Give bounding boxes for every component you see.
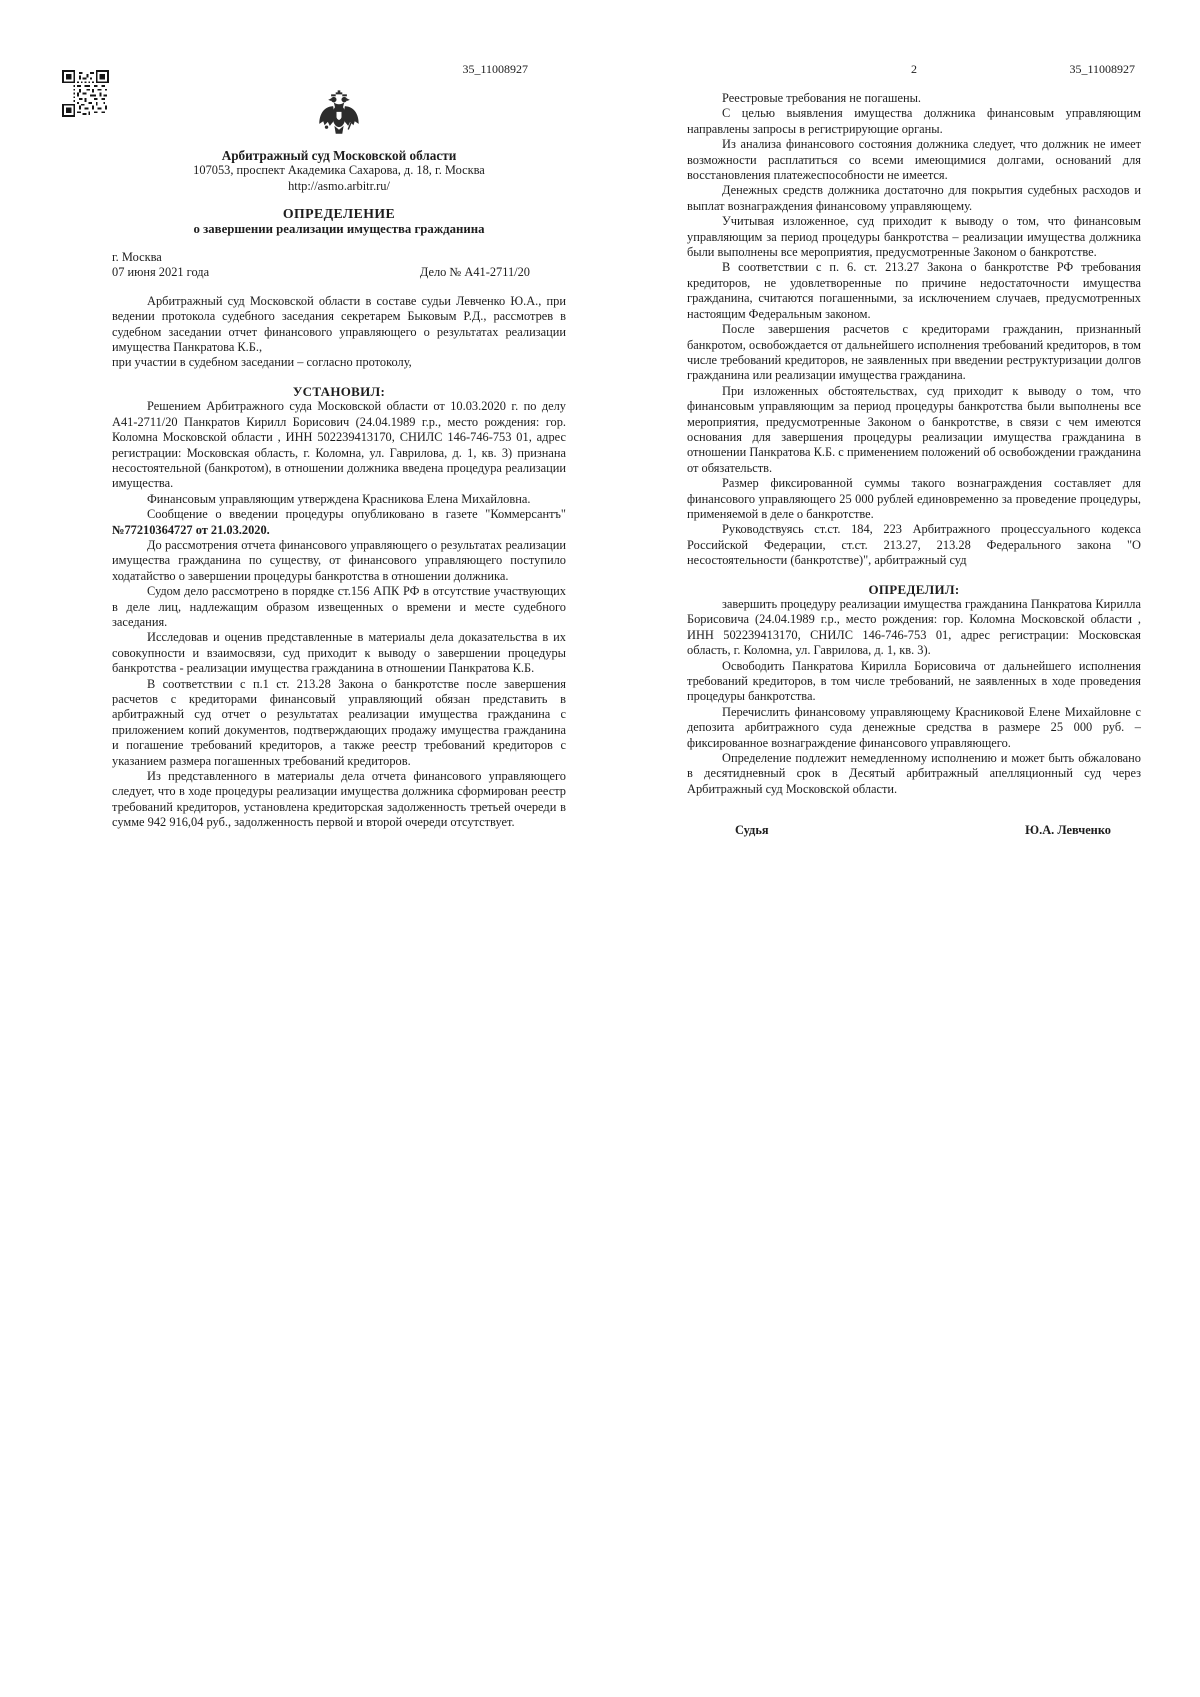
page-1 (112, 62, 566, 831)
russia-coat-of-arms-icon (112, 89, 566, 145)
operative-paragraph: Определение подлежит немедленному исполнению и может быть обжаловано в десятидневный срок в Десятый арбитражный апелляционный суд через Арбитражный суд Московской области. (687, 751, 1141, 796)
court-url: http://asmo.arbitr.ru/ (288, 178, 390, 193)
page1-header (112, 62, 566, 78)
body-paragraph: Исследовав и оценив представленные в материалы дела доказательства в их совокупности и взаимосвязи, суд приходит к выводу о завершении процедуры банкротства - реализации имущества гражданина в отношении Панкратова К.Б. (112, 630, 566, 676)
body-paragraph: В соответствии с п.1 ст. 213.28 Закона о банкротстве после завершения расчетов с кредиторами финансовый управляющий обязан представить в арбитражный суд отчет о результатах реализации имущества гражданина с приложением копий документов, подтверждающих продажу имущества гражданина и погашение требований кредиторов, а также реестр требований кредиторов с указанием размера погашенных требований кредиторов. (112, 676, 566, 768)
body-paragraph: Размер фиксированной суммы такого вознаграждения составляет для финансового управляющего 25 000 рублей единовременно за проведение процедуры, применяемой в деле о банкротстве. (687, 476, 1141, 521)
document-title: ОПРЕДЕЛЕНИЕ (282, 206, 396, 222)
judge-name: Ю.А. Левченко (1025, 823, 1111, 838)
body-paragraph: Из представленного в материалы дела отчета финансового управляющего следует, что в ходе процедуры реализации имущества должника сформирован реестр требований кредиторов, установлена кредиторская задолженность третьей очереди в сумме 942 916,04 руб., задолженность первой и второй очереди отсутствует. (112, 769, 566, 830)
body-paragraph: Из анализа финансового состояния должника следует, что должник не имеет возможности расплатиться со всеми имеющимися долгами, оснований для восстановления платежеспособности не имеется. (687, 137, 1141, 183)
document-subtitle: о завершении реализации имущества гражданина (193, 221, 485, 236)
body-paragraph: До рассмотрения отчета финансового управляющего о результатах реализации имущества гражданина по существу, от финансового управляющего поступило ходатайство о завершении процедуры банкротства в отношении должника. (112, 537, 566, 583)
operative-paragraph: завершить процедуру реализации имущества гражданина Панкратова Кирилла Борисовича (24.04.1989 г.р., место рождения: гор. Коломна Московской области , ИНН 502239413170, СНИЛС 146-746-753 01, адрес регистрации: Московская область, г. Коломна, ул. Гаврилова, д. 1, кв. 3). (687, 597, 1141, 658)
publication-number: №77210364727 от 21.03.2020. (112, 522, 270, 537)
section-heading-ustanovil: УСТАНОВИЛ: (292, 383, 386, 399)
page2-header (687, 62, 1141, 78)
body-paragraph: Решением Арбитражного суда Московской области от 10.03.2020 г. по делу А41-2711/20 Панкратов Кирилл Борисович (24.04.1989 г.р., место рождения: гор. Коломна Московской области , ИНН 502239413170, СНИЛС 146-746-753 01, адрес регистрации: Московская область, г. Коломна, ул. Гаврилова, д. 1, кв. 3) признана несостоятельной (банкротом), в отношении должника введена процедура реализации имущества. (112, 399, 566, 491)
operative-paragraph: Перечислить финансовому управляющему Красниковой Елене Михайловне с депозита арбитражного суда денежные средства в размере 25 000 руб. – фиксированное вознаграждение финансового управляющего. (687, 704, 1141, 750)
body-paragraph: С целью выявления имущества должника финансовым управляющим направлены запросы в регистрирующие органы. (687, 106, 1141, 136)
body-paragraph: При изложенных обстоятельствах, суд приходит к выводу о том, что финансовым управляющим за период процедуры банкротства были выполнены все мероприятия, предусмотренные Законом о банкротстве, в связи с чем имеются основания для завершения процедуры реализации имущества гражданина в отношении Панкратова К.Б. с применением положений об освобождении гражданина от обязательств. (687, 383, 1141, 475)
body-paragraph: Судом дело рассмотрено в порядке ст.156 АПК РФ в отсутствие участвующих в деле лиц, надлежащим образом извещенных о времени и месте судебного заседания. (112, 584, 566, 629)
decision-date: 07 июня 2021 года (112, 265, 210, 280)
body-paragraph: Руководствуясь ст.ст. 184, 223 Арбитражного процессуального кодекса Российской Федерации, ст.ст. 213.27, 213.28 Федерального закона "О несостоятельности (банкротстве)", арбитражный суд (687, 522, 1141, 568)
qr-code (62, 69, 109, 118)
section-heading-opredelil: ОПРЕДЕЛИЛ: (868, 581, 960, 597)
page-2 (687, 62, 1141, 839)
body-paragraph: После завершения расчетов с кредиторами гражданин, признанный банкротом, освобождается от дальнейшего исполнения требований кредиторов, в том числе требований кредиторов, не заявленных при введении реструктуризации долгов гражданина или реализации имущества гражданина. (687, 322, 1141, 383)
document-number: 35_11008927 (1069, 62, 1135, 76)
publication-paragraph (112, 507, 566, 538)
publication-text: Сообщение о введении процедуры опубликовано в газете "Коммерсантъ" (147, 507, 566, 522)
intro-paragraph: Арбитражный суд Московской области в составе судьи Левченко Ю.А., при ведении протокола судебного заседания секретарем Быковым Р.Д., рассмотрев в судебном заседании отчет финансового управляющего о результатах реализации имущества Панкратова К.Б., (112, 293, 566, 355)
case-number: Дело № А41-2711/20 (419, 265, 530, 280)
document-number: 35_11008927 (462, 62, 528, 76)
place-line: г. Москва (112, 250, 162, 265)
operative-paragraph: Освободить Панкратова Кирилла Борисовича от дальнейшего исполнения требований кредиторов, в том числе требований, не заявленных в ходе проведения процедуры банкротства. (687, 658, 1141, 704)
court-name: Арбитражный суд Московской области (221, 148, 457, 163)
body-paragraph: Денежных средств должника достаточно для покрытия судебных расходов и выплат вознаграждения финансовому управляющему. (687, 183, 1141, 213)
court-address: 107053, проспект Академика Сахарова, д. 18, г. Москва (193, 163, 485, 178)
date-case-row (112, 265, 566, 280)
page-number: 2 (911, 62, 917, 76)
body-paragraph: Реестровые требования не погашены. (722, 91, 922, 105)
body-paragraph: В соответствии с п. 6. ст. 213.27 Закона о банкротстве РФ требования кредиторов, не удовлетворенные по причине недостаточности имущества гражданина, считаются погашенными, за исключением случаев, предусмотренных настоящим Федеральным законом. (687, 260, 1141, 321)
intro-paragraph: при участии в судебном заседании – согласно протоколу, (112, 355, 412, 370)
body-paragraph: Учитывая изложенное, суд приходит к выводу о том, что финансовым управляющим за период процедуры банкротства – реализации имущества должника были выполнены все мероприятия, предусмотренные Законом о банкротстве. (687, 214, 1141, 260)
body-paragraph: Финансовым управляющим утверждена Красникова Елена Михайловна. (147, 491, 531, 506)
judge-label: Судья (735, 823, 769, 838)
signature-row (687, 823, 1141, 838)
